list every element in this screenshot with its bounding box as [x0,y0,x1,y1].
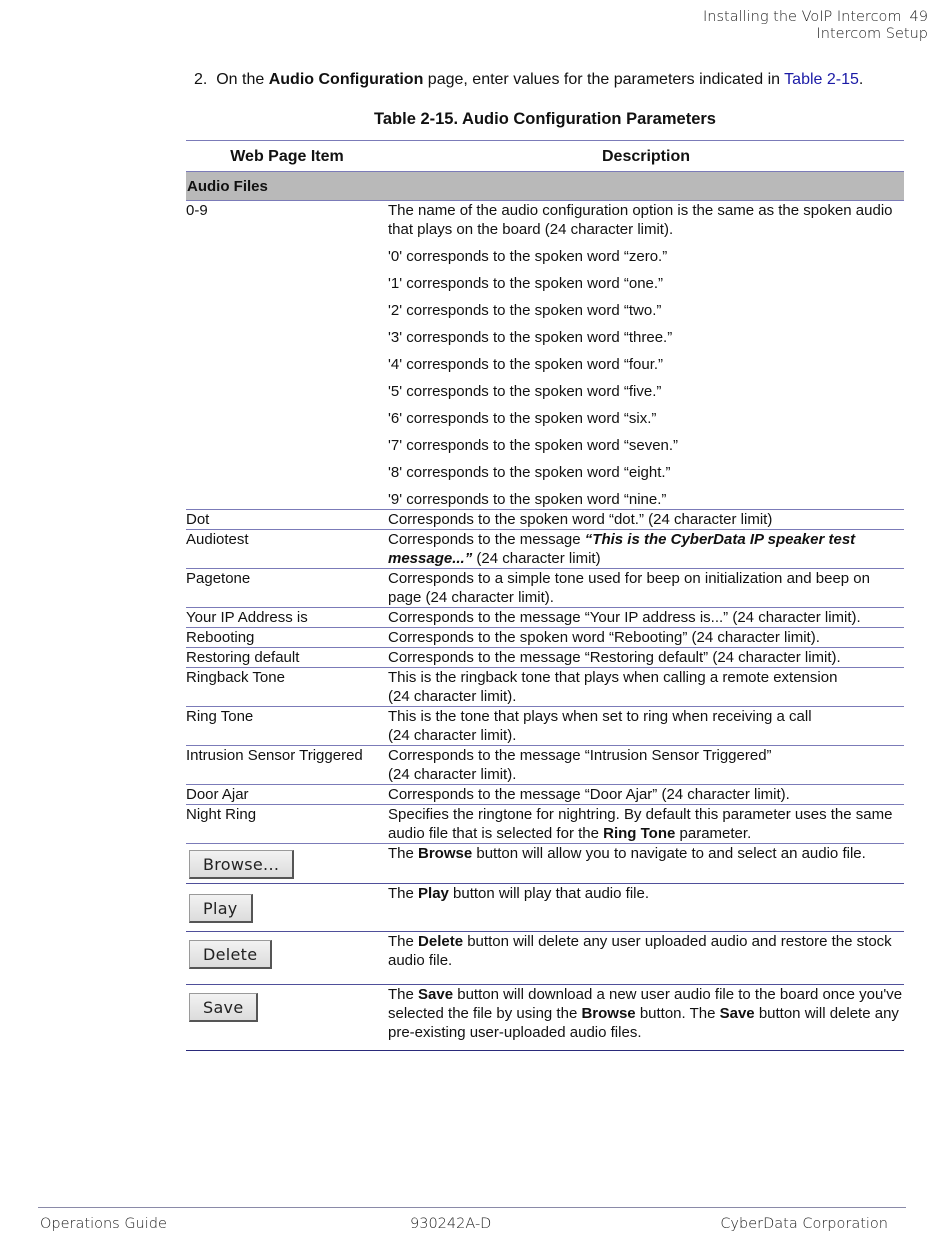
header-section: Intercom Setup [816,26,928,42]
table-row [186,746,904,785]
table-row [186,985,904,1051]
step-instruction [194,70,914,90]
description-cell [388,985,904,1051]
digit-line: '3' corresponds to the spoken word “three.” [388,329,673,346]
desc-bold: Delete [418,933,464,950]
table-row [186,530,904,569]
item-cell: Night Ring [186,805,388,844]
desc-text: button will delete any user uploaded audio and restore the stock audio file. [388,933,892,969]
desc-text: button will play that audio file. [448,885,649,902]
description-cell [388,668,904,707]
desc-text: button will allow you to navigate to and select an audio file. [472,845,866,862]
item-cell [186,985,388,1051]
digits-intro: The name of the audio configuration option is the same as the spoken audio that plays on the board (24 character limit). [388,202,893,238]
table-row [186,805,904,844]
section-row [186,172,904,201]
desc-bold: Play [418,885,449,902]
table-row [186,707,904,746]
step-text-after: . [858,71,864,88]
description-cell [388,201,904,510]
step-text-before: On the [216,71,269,88]
desc-bold: Browse [581,1005,636,1022]
step-number: 2. [194,71,208,88]
item-cell: Restoring default [186,648,388,668]
desc-bold: Save [418,986,454,1003]
table-row [186,844,904,884]
play-button-image: Play [189,894,253,923]
save-button-image: Save [189,993,258,1022]
footer-doc-number: 930242A-D [410,1216,492,1232]
table-link[interactable]: Table 2-15 [784,71,859,88]
item-cell [186,844,388,884]
digit-line: '7' corresponds to the spoken word “seven.” [388,437,679,454]
footer-left: Operations Guide [40,1216,167,1232]
header-chapter: Installing the VoIP Intercom [702,9,902,25]
desc-text: button will delete any pre-existing user-uploaded audio files. [388,1005,899,1041]
digit-line: '5' corresponds to the spoken word “five.” [388,383,662,400]
desc-line: (24 character limit). [388,727,517,744]
digit-line: '0' corresponds to the spoken word “zero.” [388,248,668,265]
table-row [186,932,904,985]
delete-button-image: Delete [189,940,272,969]
step-bold: Audio Configuration [268,71,424,88]
desc-line: (24 character limit). [388,766,517,783]
description-cell [388,746,904,785]
desc-text: (24 character limit) [472,550,601,567]
desc-line: This is the tone that plays when set to ring when receiving a call [388,708,812,725]
step-text-mid: page, enter values for the parameters indicated in [423,71,785,88]
item-cell: Dot [186,510,388,530]
item-cell: Rebooting [186,628,388,648]
section-title: Audio Files [186,172,904,201]
item-cell: 0-9 [186,201,388,510]
desc-text: Specifies the ringtone for nightring. By default this parameter uses the same audio file that is selected for the [388,806,893,842]
digit-line: '6' corresponds to the spoken word “six.” [388,410,657,427]
desc-text: parameter. [675,825,752,842]
table-header-row [186,141,904,172]
description-cell: Corresponds to the message “Your IP address is...” (24 character limit). [388,608,904,628]
description-cell: Corresponds to the spoken word “Rebooting” (24 character limit). [388,628,904,648]
item-cell [186,932,388,985]
desc-text: The [388,845,419,862]
footer-company: CyberData Corporation [720,1216,888,1232]
description-cell: Corresponds to the message “Restoring default” (24 character limit). [388,648,904,668]
desc-line: Corresponds to the message “Intrusion Sensor Triggered” [388,747,772,764]
browse-button-image: Browse... [189,850,294,879]
col-header-description: Description [388,141,904,172]
desc-text: button will download a new user audio file to the board once you've selected the file by using the [388,986,903,1022]
table-row [186,608,904,628]
desc-line: This is the ringback tone that plays when calling a remote extension [388,669,838,686]
description-cell [388,932,904,985]
item-cell: Audiotest [186,530,388,569]
desc-text: The [388,986,419,1003]
table-row [186,569,904,608]
page-number: 49 [909,9,928,25]
desc-bold: Ring Tone [603,825,676,842]
table-caption: Table 2-15. Audio Configuration Parameters [374,110,716,128]
description-cell [388,884,904,932]
desc-text: button. The [635,1005,720,1022]
digit-line: '4' corresponds to the spoken word “four.” [388,356,664,373]
desc-text: The [388,885,419,902]
desc-bold: Browse [418,845,473,862]
table-row [186,785,904,805]
parameters-table [186,140,904,1051]
item-cell: Pagetone [186,569,388,608]
table-row [186,648,904,668]
item-cell: Ring Tone [186,707,388,746]
description-cell: Corresponds to the spoken word “dot.” (24 character limit) [388,510,904,530]
digit-line: '1' corresponds to the spoken word “one.” [388,275,664,292]
digit-line: '2' corresponds to the spoken word “two.” [388,302,662,319]
digit-line: '9' corresponds to the spoken word “nine.” [388,491,667,508]
item-cell: Intrusion Sensor Triggered [186,746,388,785]
desc-emphasis: “This is the CyberData IP speaker test message...” [388,531,856,567]
running-header [703,9,928,43]
description-cell [388,844,904,884]
item-cell: Ringback Tone [186,668,388,707]
desc-line: (24 character limit). [388,688,517,705]
item-cell: Door Ajar [186,785,388,805]
description-cell [388,805,904,844]
table-row [186,510,904,530]
footer-rule [38,1207,906,1208]
description-cell: Corresponds to the message “Door Ajar” (24 character limit). [388,785,904,805]
desc-text: Corresponds to the message [388,531,585,548]
item-cell: Your IP Address is [186,608,388,628]
col-header-item: Web Page Item [186,141,388,172]
desc-text: The [388,933,419,950]
table-row [186,668,904,707]
description-cell [388,707,904,746]
table-row [186,628,904,648]
table-row [186,201,904,510]
description-cell [388,530,904,569]
desc-bold: Save [719,1005,755,1022]
table-row [186,884,904,932]
description-cell: Corresponds to a simple tone used for beep on initialization and beep on page (24 character limit). [388,569,904,608]
digit-line: '8' corresponds to the spoken word “eight.” [388,464,671,481]
item-cell [186,884,388,932]
